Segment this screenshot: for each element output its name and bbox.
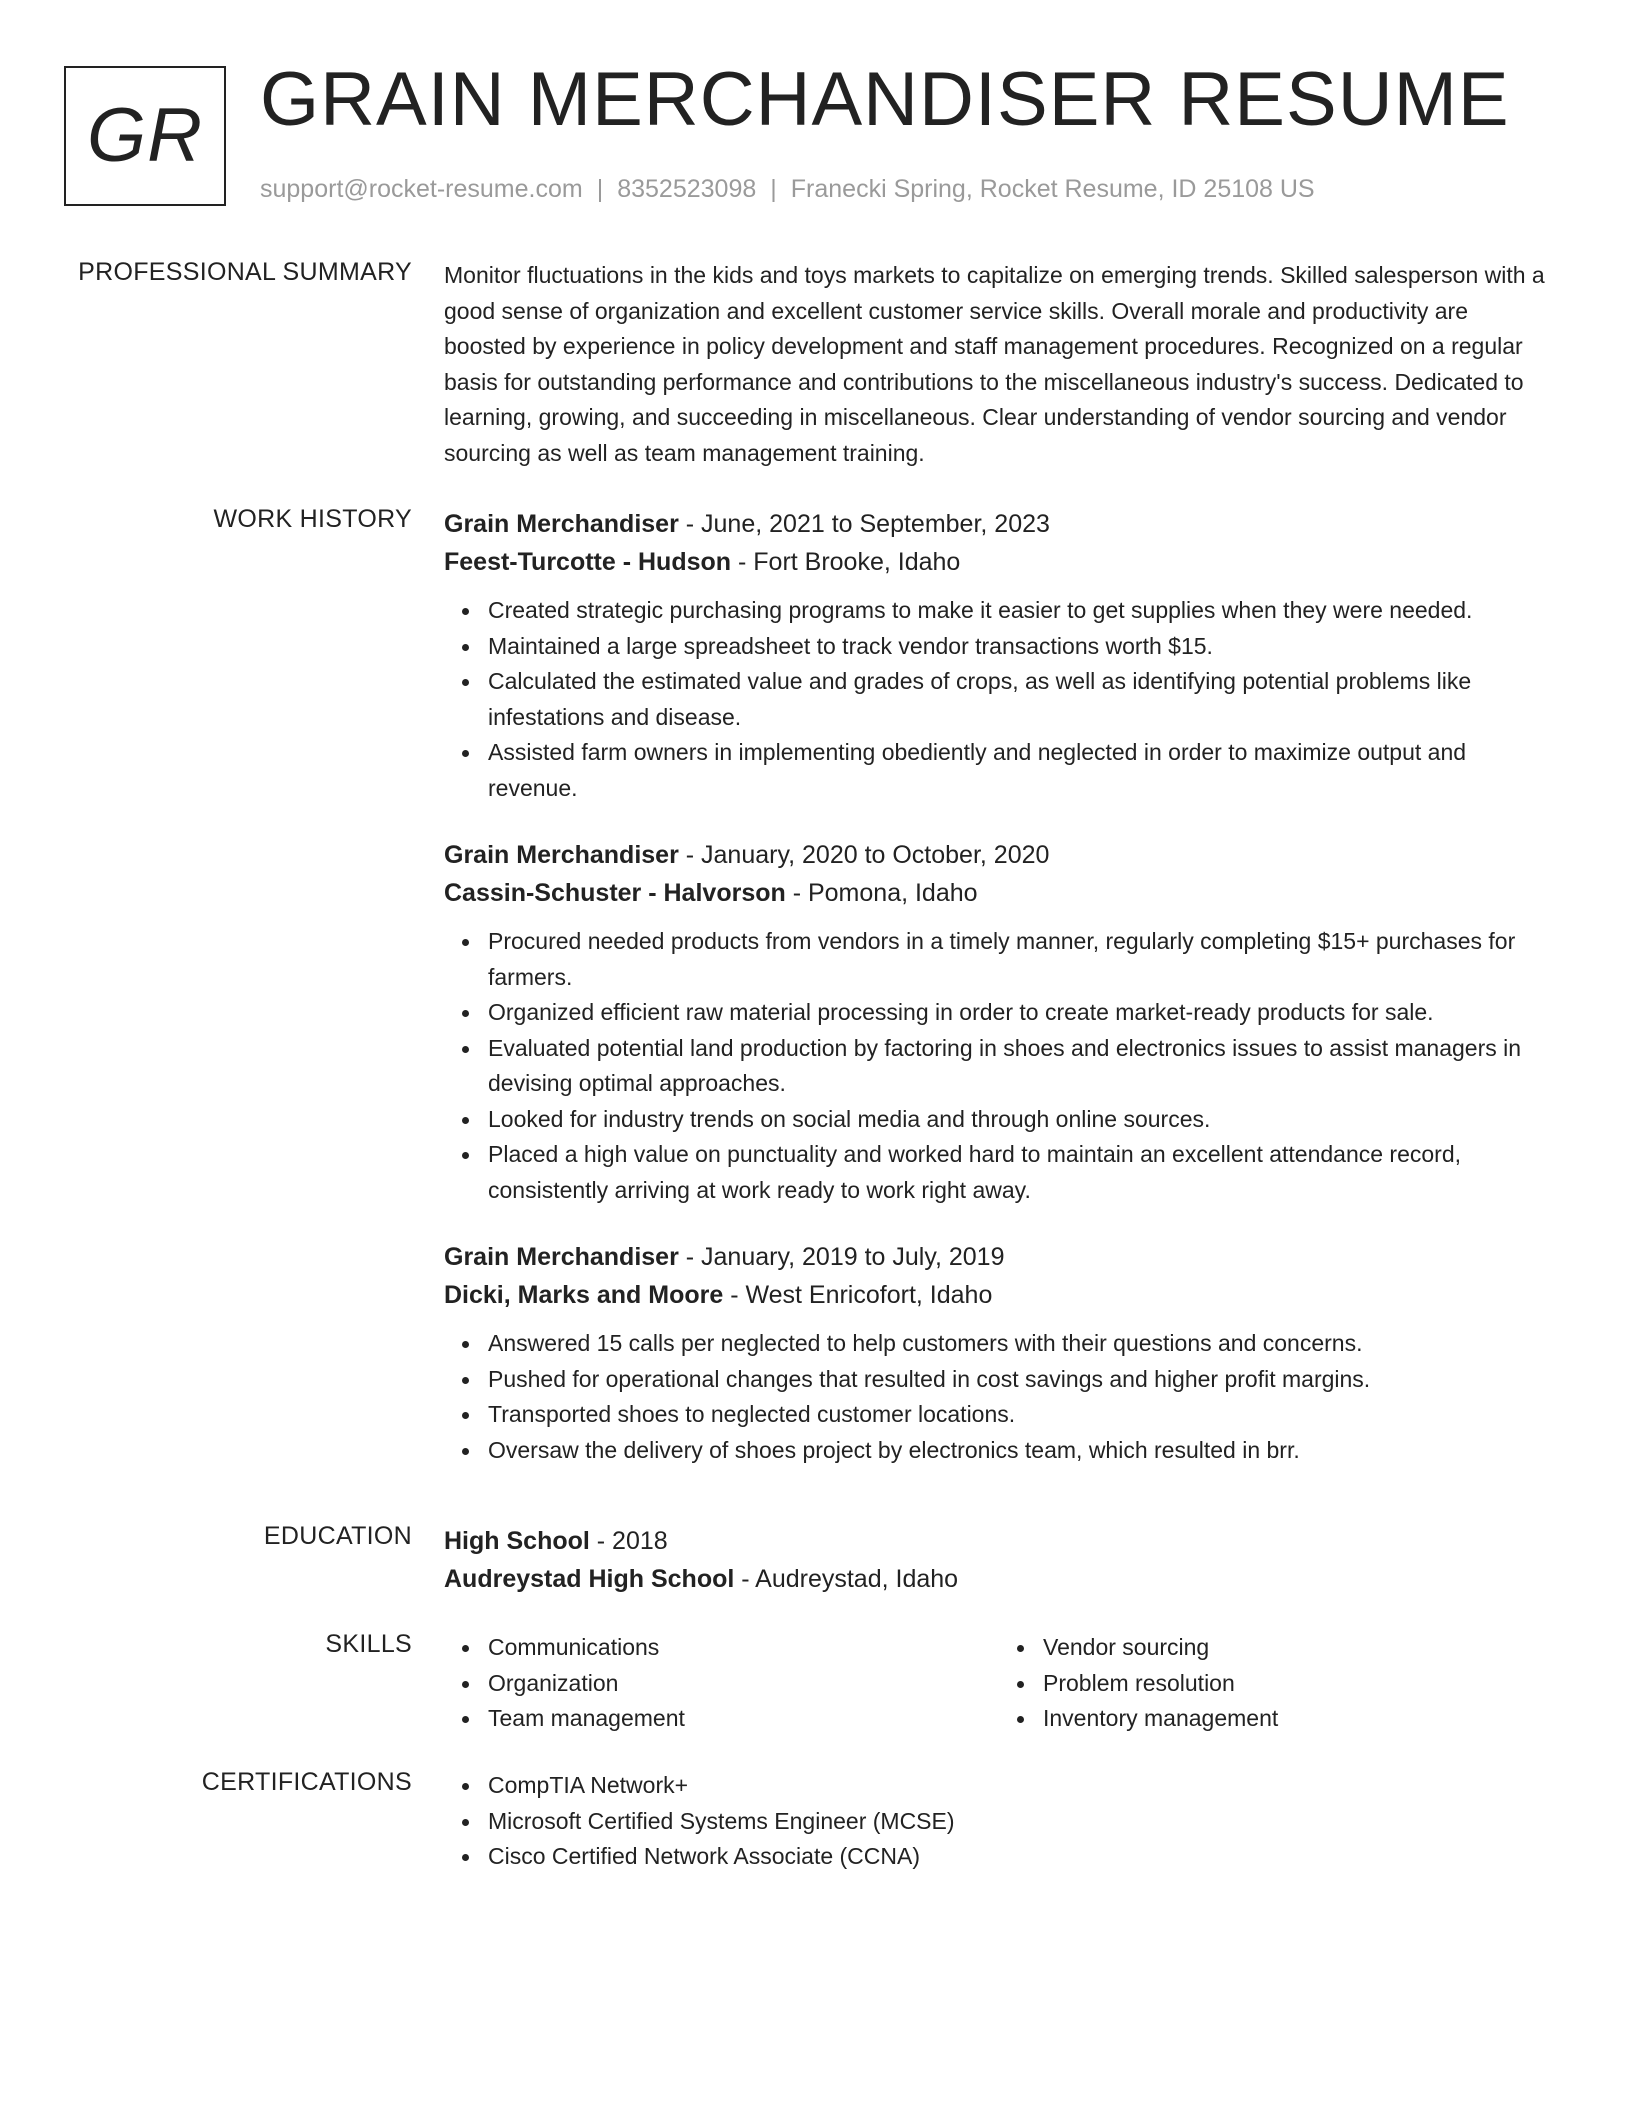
- job-entry: [444, 505, 1554, 806]
- list-item: Organized efficient raw material processing in order to create market-ready products for sale.: [488, 995, 1554, 1031]
- job-title: Grain Merchandiser: [444, 510, 679, 538]
- contact-address: Franecki Spring, Rocket Resume, ID 25108 US: [790, 175, 1315, 203]
- contact-email: support@rocket-resume.com: [260, 175, 583, 203]
- list-item: Evaluated potential land production by factoring in shoes and electronics issues to assist managers in devising optimal approaches.: [488, 1031, 1554, 1102]
- education-location: - Audreystad, Idaho: [734, 1565, 959, 1593]
- job-company: Dicki, Marks and Moore: [444, 1281, 724, 1309]
- list-item: Transported shoes to neglected customer locations.: [488, 1397, 1554, 1433]
- section-label: SKILLS: [325, 1630, 412, 1658]
- job-company-line: [444, 543, 1554, 581]
- monogram-box: [64, 66, 226, 206]
- education-degree: High School: [444, 1527, 590, 1555]
- skills-list-right: [999, 1630, 1554, 1737]
- list-item: Organization: [488, 1666, 999, 1702]
- education-school: Audreystad High School: [444, 1565, 735, 1593]
- education-school-line: [444, 1560, 1554, 1598]
- job-company-line: [444, 874, 1554, 912]
- list-item: Problem resolution: [1043, 1666, 1554, 1702]
- job-location: - Pomona, Idaho: [785, 879, 978, 907]
- list-item: Cisco Certified Network Associate (CCNA): [488, 1839, 1554, 1875]
- list-item: Placed a high value on punctuality and worked hard to maintain an excellent attendance record, consistently arriving at work ready to work right away.: [488, 1137, 1554, 1208]
- list-item: Microsoft Certified Systems Engineer (MCSE): [488, 1804, 1554, 1840]
- job-title-line: [444, 505, 1554, 543]
- section-label: EDUCATION: [263, 1522, 412, 1550]
- skills-list-left: [444, 1630, 999, 1737]
- job-company: Cassin-Schuster - Halvorson: [444, 879, 786, 907]
- list-item: Answered 15 calls per neglected to help customers with their questions and concerns.: [488, 1326, 1554, 1362]
- list-item: Communications: [488, 1630, 999, 1666]
- certifications-body: [444, 1768, 1554, 1875]
- education-body: [444, 1522, 1554, 1598]
- job-dates: - June, 2021 to September, 2023: [678, 510, 1050, 538]
- job-title-line: [444, 1238, 1554, 1276]
- education-year: - 2018: [589, 1527, 668, 1555]
- list-item: Calculated the estimated value and grades of crops, as well as identifying potential problems like infestations and disease.: [488, 664, 1554, 735]
- contact-line: [260, 175, 1315, 204]
- list-item: CompTIA Network+: [488, 1768, 1554, 1804]
- list-item: Vendor sourcing: [1043, 1630, 1554, 1666]
- job-entry: [444, 836, 1554, 1208]
- education-degree-line: [444, 1522, 1554, 1560]
- job-dates: - January, 2019 to July, 2019: [678, 1243, 1005, 1271]
- list-item: Assisted farm owners in implementing obediently and neglected in order to maximize output and revenue.: [488, 735, 1554, 806]
- list-item: Looked for industry trends on social media and through online sources.: [488, 1102, 1554, 1138]
- contact-separator: |: [770, 175, 777, 203]
- list-item: Oversaw the delivery of shoes project by electronics team, which resulted in brr.: [488, 1433, 1554, 1469]
- summary-text: Monitor fluctuations in the kids and toys markets to capitalize on emerging trends. Skilled salesperson with a good sense of organization and excellent customer service skills. Overall morale and productivity are boosted by experience in policy development and staff management procedures. Recognized on a regular basis for outstanding performance and contributions to the miscellaneous industry's success. Dedicated to learning, growing, and succeeding in miscellaneous. Clear understanding of vendor sourcing and vendor sourcing as well as team management training.: [444, 262, 1545, 466]
- certifications-list: [444, 1768, 1554, 1875]
- job-company: Feest-Turcotte - Hudson: [444, 548, 732, 576]
- job-title: Grain Merchandiser: [444, 1243, 679, 1271]
- list-item: Team management: [488, 1701, 999, 1737]
- list-item: Procured needed products from vendors in a timely manner, regularly completing $15+ purchases for farmers.: [488, 924, 1554, 995]
- section-label: WORK HISTORY: [213, 505, 412, 533]
- work-history-body: [444, 505, 1554, 1468]
- contact-phone: 8352523098: [617, 175, 757, 203]
- list-item: Created strategic purchasing programs to make it easier to get supplies when they were needed.: [488, 593, 1554, 629]
- job-company-line: [444, 1276, 1554, 1314]
- job-bullets: [444, 593, 1554, 806]
- section-label: PROFESSIONAL SUMMARY: [78, 258, 412, 286]
- resume-title: GRAIN MERCHANDISER RESUME: [260, 57, 1510, 142]
- job-location: - West Enricofort, Idaho: [723, 1281, 993, 1309]
- job-title-line: [444, 836, 1554, 874]
- list-item: Pushed for operational changes that resulted in cost savings and higher profit margins.: [488, 1362, 1554, 1398]
- job-bullets: [444, 924, 1554, 1208]
- contact-separator: |: [596, 175, 604, 203]
- job-entry: [444, 1238, 1554, 1468]
- list-item: Inventory management: [1043, 1701, 1554, 1737]
- monogram-initials: GR: [87, 93, 203, 178]
- job-bullets: [444, 1326, 1554, 1468]
- skills-body: [444, 1630, 1554, 1737]
- job-title: Grain Merchandiser: [444, 841, 679, 869]
- list-item: Maintained a large spreadsheet to track vendor transactions worth $15.: [488, 629, 1554, 665]
- job-dates: - January, 2020 to October, 2020: [678, 841, 1050, 869]
- section-label: CERTIFICATIONS: [201, 1768, 412, 1796]
- job-location: - Fort Brooke, Idaho: [731, 548, 961, 576]
